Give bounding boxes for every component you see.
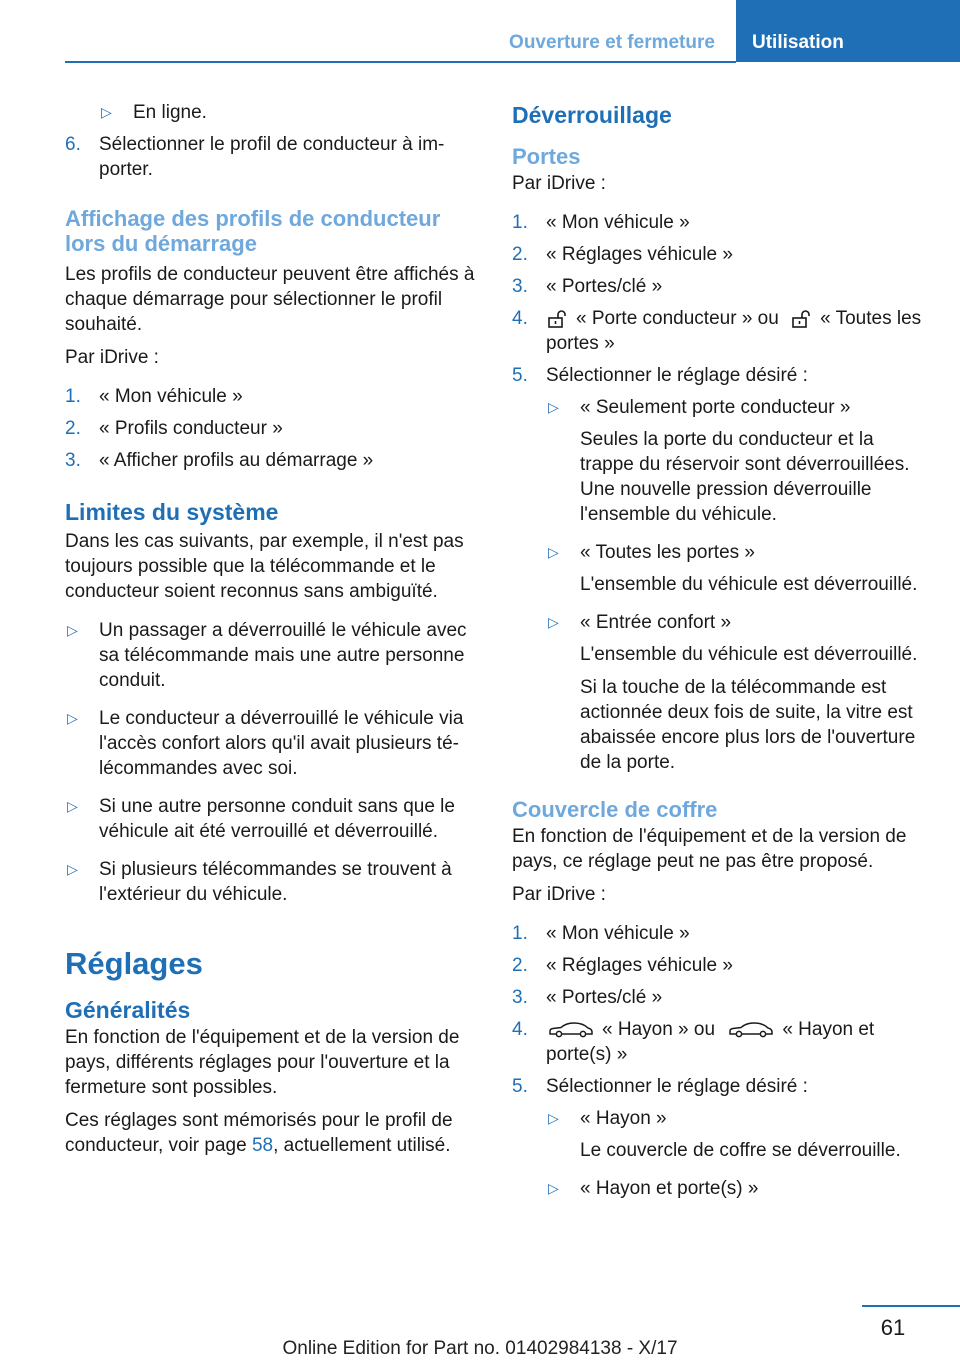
paragraph: Par iDrive : — [512, 173, 606, 194]
paragraph: L'ensemble du véhicule est déverrouillé. — [580, 644, 918, 665]
section-heading: Limites du système — [65, 499, 279, 525]
list-item: 5. Sélectionner le réglage désiré : — [512, 365, 808, 386]
subsection-heading: Couvercle de coffre — [512, 797, 718, 822]
edition-footer: Online Edition for Part no. 01402984138 - X/17 — [282, 1338, 678, 1359]
paragraph: Par iDrive : — [65, 347, 159, 368]
car-icon — [728, 1021, 774, 1039]
car-icon — [548, 1021, 594, 1039]
section-heading: Affichage des profils de conducteur lors du démarrage — [65, 206, 441, 256]
list-item: 4. « Porte conducteur » ou « Toutes les portes » — [512, 308, 922, 354]
paragraph: Seules la porte du conducteur et la trappe du réservoir sont déverrouillées. Une nouvelle pression déverrouille l'ensemble du véhicule. — [580, 429, 910, 525]
option-item: ▷ « Entrée confort » — [548, 612, 732, 633]
list-item: 3. « Afficher profils au démarrage » — [65, 450, 374, 471]
paragraph: Ces réglages sont mémorisés pour le profil de conducteur, voir page 58, actuellement utilisé. — [65, 1110, 453, 1156]
list-item: 1. « Mon véhicule » — [65, 386, 243, 407]
section-heading: Déverrouillage — [512, 102, 672, 128]
page-link[interactable]: 58 — [251, 1135, 274, 1156]
bullet-triangle-icon: ▷ — [548, 544, 559, 560]
section-heading: Généralités — [65, 997, 191, 1023]
chapter-heading: Réglages — [65, 946, 203, 981]
header-chapter-tab: Utilisation — [736, 0, 960, 62]
list-item: 4. « Hayon » ou « Hayon et porte(s) » — [512, 1019, 875, 1065]
footer-rule — [862, 1305, 960, 1307]
subsection-heading: Portes — [512, 144, 581, 169]
list-item: ▷ En ligne. — [101, 102, 207, 123]
page-header — [0, 0, 960, 62]
header-rule — [65, 61, 736, 63]
option-item: ▷ « Seulement porte conducteur » — [548, 397, 851, 418]
paragraph: Dans les cas suivants, par exemple, il n'est pas toujours possible que la télécommande et le conducteur soient reconnus sans ambiguïté. — [65, 531, 464, 602]
list-item: 2. « Réglages véhicule » — [512, 244, 733, 265]
right-column — [512, 100, 930, 1208]
list-item: ▷ Le conducteur a déverrouillé le véhicule via l'accès confort alors qu'il avait plusieurs télécommandes avec soi. — [67, 708, 464, 779]
bullet-triangle-icon: ▷ — [548, 1180, 559, 1196]
paragraph: L'ensemble du véhicule est déverrouillé. — [580, 574, 918, 595]
step-number: 6. — [65, 134, 81, 155]
paragraph: Les profils de conducteur peuvent être affichés à chaque démarrage pour sélectionner le profil souhaité. — [65, 264, 475, 335]
list-item: 6. Sélectionner le profil de conducteur à importer. — [65, 134, 445, 180]
list-item: 2. « Réglages véhicule » — [512, 955, 733, 976]
bullet-triangle-icon: ▷ — [67, 798, 78, 814]
list-item: ▷ Si plusieurs télécommandes se trouvent à l'extérieur du véhicule. — [67, 859, 452, 905]
list-item: 1. « Mon véhicule » — [512, 212, 690, 233]
paragraph: Si la touche de la télécommande est actionnée deux fois de suite, la vitre est abaissée encore plus lors de l'ouverture de la porte. — [580, 677, 916, 773]
list-item: ▷ Un passager a déverrouillé le véhicule avec sa télécommande mais une autre personne conduit. — [67, 620, 467, 691]
bullet-triangle-icon: ▷ — [101, 104, 112, 120]
paragraph: Par iDrive : — [512, 884, 606, 905]
list-item: 3. « Portes/clé » — [512, 987, 663, 1008]
page-number: 61 — [880, 1315, 906, 1340]
paragraph: En fonction de l'équipement et de la version de pays, ce réglage peut ne pas être proposé. — [512, 826, 907, 872]
bullet-triangle-icon: ▷ — [548, 614, 559, 630]
list-item: 2. « Profils conducteur » — [65, 418, 283, 439]
bullet-triangle-icon: ▷ — [548, 1110, 559, 1126]
bullet-triangle-icon: ▷ — [548, 399, 559, 415]
list-item: ▷ Si une autre personne conduit sans que le véhicule ait été verrouillé et déverrouillé. — [67, 796, 455, 842]
option-item: ▷ « Hayon » — [548, 1108, 667, 1129]
left-column — [65, 100, 480, 1166]
header-section-title: Ouverture et fermeture — [509, 32, 715, 53]
paragraph: Le couvercle de coffre se déverrouille. — [580, 1140, 901, 1161]
unlock-icon — [792, 310, 812, 328]
list-item: 5. Sélectionner le réglage désiré : — [512, 1076, 808, 1097]
list-item: 3. « Portes/clé » — [512, 276, 663, 297]
list-item: 1. « Mon véhicule » — [512, 923, 690, 944]
paragraph: En fonction de l'équipement et de la version de pays, différents réglages pour l'ouverture et la fermeture sont possibles. — [65, 1027, 460, 1098]
bullet-triangle-icon: ▷ — [67, 710, 78, 726]
option-item: ▷ « Hayon et porte(s) » — [548, 1178, 759, 1199]
unlock-icon — [548, 310, 568, 328]
option-item: ▷ « Toutes les portes » — [548, 542, 755, 563]
bullet-triangle-icon: ▷ — [67, 861, 78, 877]
bullet-triangle-icon: ▷ — [67, 622, 78, 638]
